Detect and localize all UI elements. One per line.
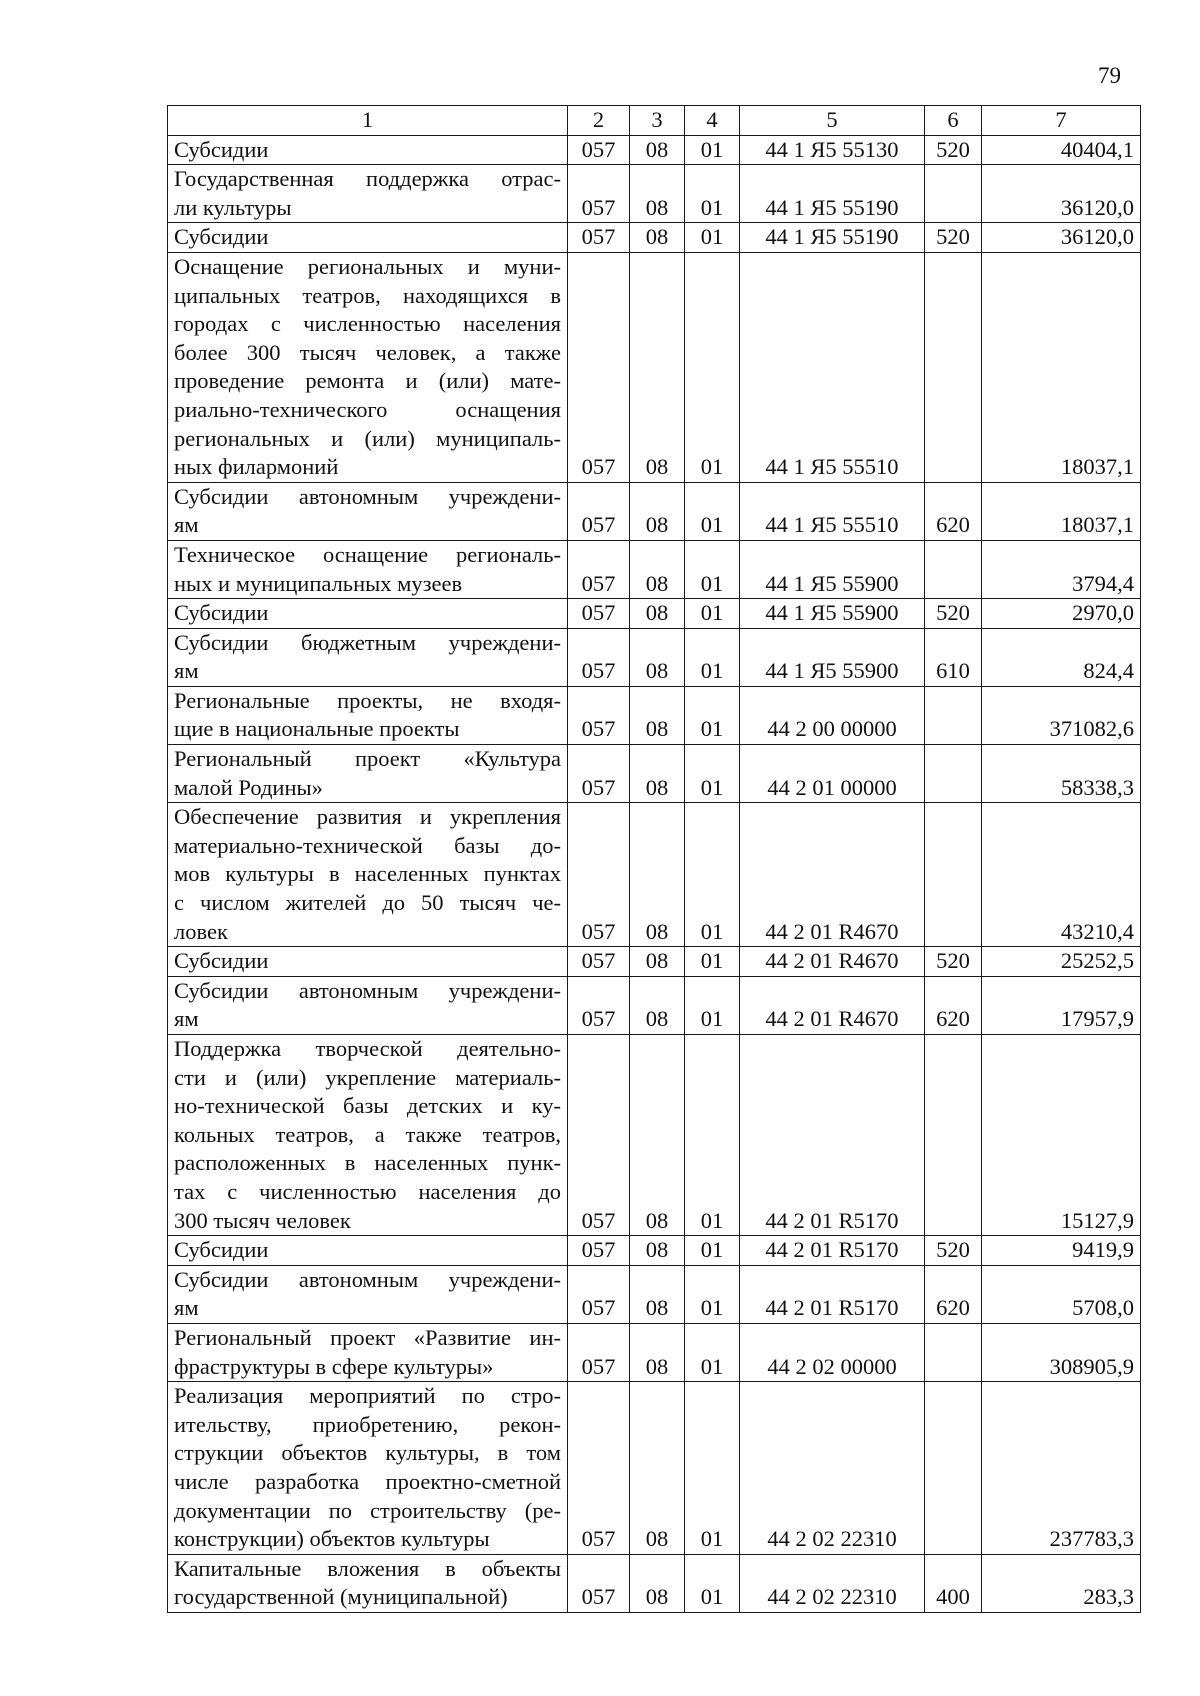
row-glava-cell: 057	[568, 1236, 630, 1266]
row-glava-cell: 057	[568, 1323, 630, 1381]
table-row	[168, 165, 1141, 223]
row-name-cell: Обеспечение развития и укрепления материально-технической базы до- мов культуры в населенных пунктах с числом жителей до 50 тысяч че- ловек	[168, 803, 568, 947]
row-subsection-cell: 01	[685, 976, 740, 1034]
row-glava-cell: 057	[568, 165, 630, 223]
row-amount-cell: 824,4	[982, 628, 1141, 686]
row-subsection-cell: 01	[685, 252, 740, 482]
row-glava-cell: 057	[568, 686, 630, 744]
row-subsection-cell: 01	[685, 540, 740, 598]
row-glava-cell: 057	[568, 1265, 630, 1323]
header-cell: 3	[630, 106, 685, 136]
row-target-article-cell: 44 2 01 R4670	[740, 947, 925, 977]
row-subsection-cell: 01	[685, 1236, 740, 1266]
row-expense-type-cell: 520	[925, 947, 982, 977]
row-name-cell: Субсидии автономным учреждени- ям	[168, 1265, 568, 1323]
row-expense-type-cell: 620	[925, 482, 982, 540]
row-name-cell: Региональные проекты, не входя- щие в национальные проекты	[168, 686, 568, 744]
row-name-cell: Субсидии бюджетным учреждени- ям	[168, 628, 568, 686]
row-amount-cell: 5708,0	[982, 1265, 1141, 1323]
table-row	[168, 1554, 1141, 1612]
row-subsection-cell: 01	[685, 1554, 740, 1612]
row-target-article-cell: 44 2 01 R4670	[740, 976, 925, 1034]
row-subsection-cell: 01	[685, 223, 740, 253]
row-amount-cell: 36120,0	[982, 165, 1141, 223]
row-subsection-cell: 01	[685, 1265, 740, 1323]
row-section-cell: 08	[630, 976, 685, 1034]
header-cell: 4	[685, 106, 740, 136]
row-expense-type-cell: 620	[925, 1265, 982, 1323]
row-section-cell: 08	[630, 599, 685, 629]
row-expense-type-cell	[925, 1323, 982, 1381]
row-expense-type-cell: 610	[925, 628, 982, 686]
row-glava-cell: 057	[568, 976, 630, 1034]
row-glava-cell: 057	[568, 1554, 630, 1612]
row-amount-cell: 58338,3	[982, 745, 1141, 803]
row-target-article-cell: 44 1 Я5 55900	[740, 599, 925, 629]
row-amount-cell: 15127,9	[982, 1035, 1141, 1236]
row-amount-cell: 17957,9	[982, 976, 1141, 1034]
row-target-article-cell: 44 2 01 00000	[740, 745, 925, 803]
row-section-cell: 08	[630, 1382, 685, 1555]
row-name-cell: Субсидии автономным учреждени- ям	[168, 482, 568, 540]
row-section-cell: 08	[630, 1035, 685, 1236]
row-section-cell: 08	[630, 1236, 685, 1266]
row-target-article-cell: 44 2 01 R4670	[740, 803, 925, 947]
row-name-cell: Капитальные вложения в объекты государственной (муниципальной)	[168, 1554, 568, 1612]
table-row	[168, 686, 1141, 744]
row-expense-type-cell	[925, 165, 982, 223]
row-target-article-cell: 44 1 Я5 55190	[740, 223, 925, 253]
row-subsection-cell: 01	[685, 1382, 740, 1555]
table-row	[168, 1323, 1141, 1381]
row-target-article-cell: 44 2 01 R5170	[740, 1035, 925, 1236]
table-row	[168, 599, 1141, 629]
table-body	[168, 135, 1141, 1612]
row-glava-cell: 057	[568, 135, 630, 165]
row-amount-cell: 371082,6	[982, 686, 1141, 744]
row-section-cell: 08	[630, 947, 685, 977]
row-amount-cell: 25252,5	[982, 947, 1141, 977]
row-amount-cell: 2970,0	[982, 599, 1141, 629]
row-target-article-cell: 44 2 02 00000	[740, 1323, 925, 1381]
row-section-cell: 08	[630, 1265, 685, 1323]
row-expense-type-cell: 620	[925, 976, 982, 1034]
row-amount-cell: 3794,4	[982, 540, 1141, 598]
row-section-cell: 08	[630, 1554, 685, 1612]
row-section-cell: 08	[630, 628, 685, 686]
row-expense-type-cell: 520	[925, 1236, 982, 1266]
table-row	[168, 947, 1141, 977]
table-row	[168, 252, 1141, 482]
row-expense-type-cell: 520	[925, 599, 982, 629]
row-glava-cell: 057	[568, 599, 630, 629]
row-name-cell: Субсидии	[168, 947, 568, 977]
row-name-cell: Субсидии	[168, 223, 568, 253]
row-target-article-cell: 44 1 Я5 55190	[740, 165, 925, 223]
page-number: 79	[1098, 63, 1121, 88]
row-name-cell: Субсидии	[168, 135, 568, 165]
row-amount-cell: 283,3	[982, 1554, 1141, 1612]
row-subsection-cell: 01	[685, 745, 740, 803]
row-subsection-cell: 01	[685, 1323, 740, 1381]
row-name-cell: Оснащение региональных и муни- ципальных театров, находящихся в городах с численностью населения более 300 тысяч человек, а также проведение ремонта и (или) мате- риально-технического оснащения региональных и (или) муниципаль- ных филармоний	[168, 252, 568, 482]
row-glava-cell: 057	[568, 540, 630, 598]
header-cell: 1	[168, 106, 568, 136]
row-expense-type-cell	[925, 1382, 982, 1555]
row-name-cell: Реализация мероприятий по стро- ительству, приобретению, рекон- струкции объектов культуры, в том числе разработка проектно-сметной документации по строительству (ре- конструкции) объектов культуры	[168, 1382, 568, 1555]
row-target-article-cell: 44 2 02 22310	[740, 1554, 925, 1612]
table-row	[168, 135, 1141, 165]
row-subsection-cell: 01	[685, 947, 740, 977]
row-subsection-cell: 01	[685, 1035, 740, 1236]
row-section-cell: 08	[630, 482, 685, 540]
row-target-article-cell: 44 2 02 22310	[740, 1382, 925, 1555]
header-cell: 2	[568, 106, 630, 136]
row-section-cell: 08	[630, 686, 685, 744]
row-section-cell: 08	[630, 745, 685, 803]
row-name-cell: Государственная поддержка отрас- ли культуры	[168, 165, 568, 223]
row-glava-cell: 057	[568, 223, 630, 253]
row-glava-cell: 057	[568, 745, 630, 803]
row-glava-cell: 057	[568, 803, 630, 947]
row-target-article-cell: 44 1 Я5 55900	[740, 628, 925, 686]
row-expense-type-cell: 520	[925, 223, 982, 253]
table-row	[168, 1265, 1141, 1323]
row-target-article-cell: 44 2 01 R5170	[740, 1265, 925, 1323]
row-section-cell: 08	[630, 135, 685, 165]
row-glava-cell: 057	[568, 1035, 630, 1236]
table-row	[168, 1035, 1141, 1236]
budget-table	[167, 105, 1141, 1613]
row-subsection-cell: 01	[685, 628, 740, 686]
row-expense-type-cell	[925, 686, 982, 744]
table-row	[168, 223, 1141, 253]
row-amount-cell: 18037,1	[982, 252, 1141, 482]
row-subsection-cell: 01	[685, 686, 740, 744]
row-name-cell: Региональный проект «Развитие ин- фраструктуры в сфере культуры»	[168, 1323, 568, 1381]
table-row	[168, 1236, 1141, 1266]
row-expense-type-cell	[925, 540, 982, 598]
header-cell: 7	[982, 106, 1141, 136]
table-row	[168, 803, 1141, 947]
row-glava-cell: 057	[568, 482, 630, 540]
row-amount-cell: 9419,9	[982, 1236, 1141, 1266]
row-amount-cell: 18037,1	[982, 482, 1141, 540]
row-subsection-cell: 01	[685, 135, 740, 165]
row-name-cell: Субсидии	[168, 599, 568, 629]
row-target-article-cell: 44 1 Я5 55900	[740, 540, 925, 598]
row-glava-cell: 057	[568, 947, 630, 977]
table-row	[168, 1382, 1141, 1555]
table-row	[168, 628, 1141, 686]
row-glava-cell: 057	[568, 628, 630, 686]
row-subsection-cell: 01	[685, 599, 740, 629]
row-target-article-cell: 44 1 Я5 55510	[740, 482, 925, 540]
row-amount-cell: 40404,1	[982, 135, 1141, 165]
row-subsection-cell: 01	[685, 482, 740, 540]
row-target-article-cell: 44 2 00 00000	[740, 686, 925, 744]
row-expense-type-cell	[925, 1035, 982, 1236]
row-amount-cell: 308905,9	[982, 1323, 1141, 1381]
row-section-cell: 08	[630, 540, 685, 598]
row-expense-type-cell: 520	[925, 135, 982, 165]
row-name-cell: Техническое оснащение региональ- ных и муниципальных музеев	[168, 540, 568, 598]
row-glava-cell: 057	[568, 1382, 630, 1555]
row-section-cell: 08	[630, 252, 685, 482]
header-cell: 6	[925, 106, 982, 136]
row-glava-cell: 057	[568, 252, 630, 482]
row-expense-type-cell: 400	[925, 1554, 982, 1612]
row-section-cell: 08	[630, 803, 685, 947]
row-expense-type-cell	[925, 252, 982, 482]
row-name-cell: Поддержка творческой деятельно- сти и (или) укрепление материаль- но-технической базы детских и ку- кольных театров, а также театров, расположенных в населенных пунк- тах с численностью населения до 300 тысяч человек	[168, 1035, 568, 1236]
table-row	[168, 976, 1141, 1034]
row-name-cell: Субсидии автономным учреждени- ям	[168, 976, 568, 1034]
row-subsection-cell: 01	[685, 803, 740, 947]
header-row	[168, 106, 1141, 136]
table-row	[168, 482, 1141, 540]
row-amount-cell: 36120,0	[982, 223, 1141, 253]
header-cell: 5	[740, 106, 925, 136]
row-target-article-cell: 44 2 01 R5170	[740, 1236, 925, 1266]
row-section-cell: 08	[630, 165, 685, 223]
table-row	[168, 540, 1141, 598]
row-name-cell: Субсидии	[168, 1236, 568, 1266]
table-row	[168, 745, 1141, 803]
row-target-article-cell: 44 1 Я5 55510	[740, 252, 925, 482]
row-section-cell: 08	[630, 223, 685, 253]
row-expense-type-cell	[925, 803, 982, 947]
row-amount-cell: 237783,3	[982, 1382, 1141, 1555]
row-name-cell: Региональный проект «Культура малой Родины»	[168, 745, 568, 803]
row-amount-cell: 43210,4	[982, 803, 1141, 947]
row-target-article-cell: 44 1 Я5 55130	[740, 135, 925, 165]
row-section-cell: 08	[630, 1323, 685, 1381]
row-expense-type-cell	[925, 745, 982, 803]
row-subsection-cell: 01	[685, 165, 740, 223]
